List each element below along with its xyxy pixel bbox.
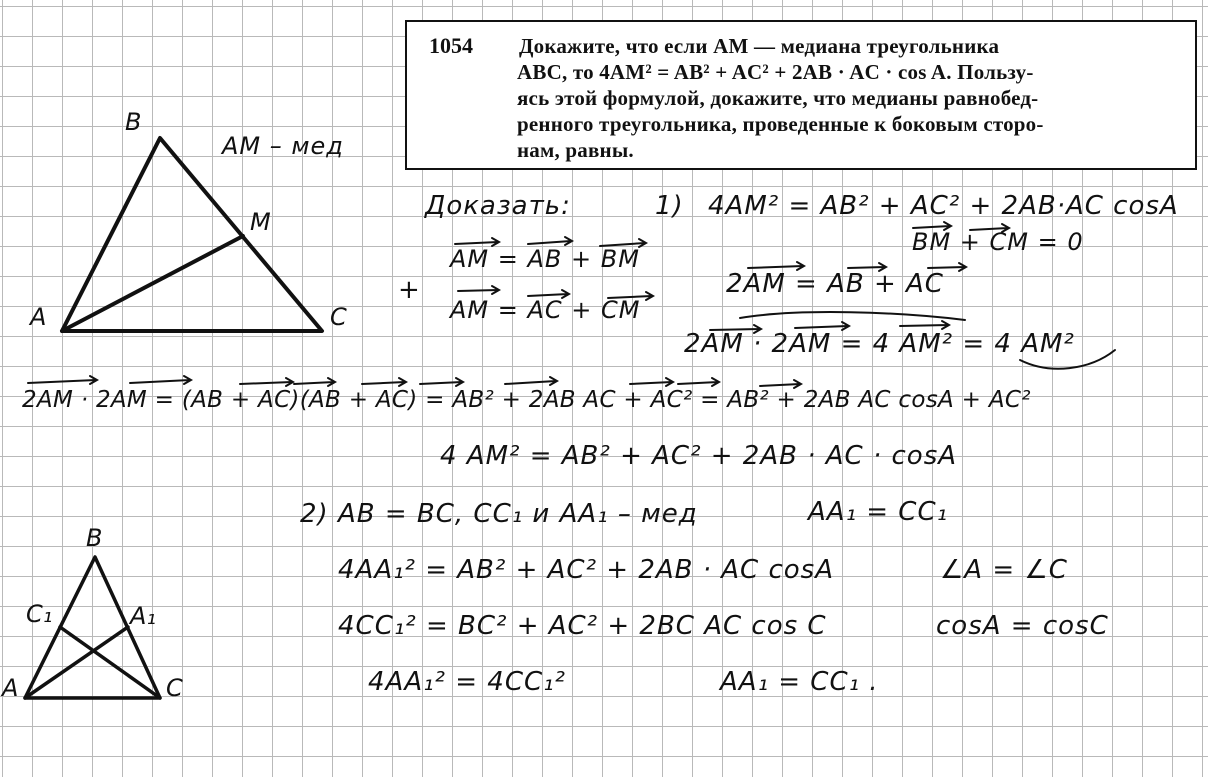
- median-note: AM – мед: [222, 132, 344, 160]
- vector-equation-2: AM = AC + CM: [450, 296, 641, 324]
- equation-aa1: 4AA₁² = AB² + AC² + 2AB · AC cosA: [338, 555, 835, 585]
- part1-label: 1): [655, 191, 684, 221]
- part2-goal: AA₁ = CC₁: [808, 497, 949, 527]
- goal-formula: 4AM² = AB² + AC² + 2AB·AC cosA: [708, 191, 1179, 221]
- vertex-label-b2: B: [86, 524, 103, 552]
- part2-given: 2) AB = BC, CC₁ и AA₁ – мед: [300, 499, 698, 529]
- problem-line-2: ABC, то 4AM² = AB² + AC² + 2AB · AC · cos A. Пользу-: [517, 60, 1034, 84]
- median-am: [62, 236, 243, 331]
- problem-line-1: Докажите, что если AM — медиана треугольника: [519, 34, 1000, 58]
- triangle-abc: [62, 138, 322, 331]
- vertex-label-c: C: [330, 303, 347, 331]
- vertex-label-a2: A: [2, 674, 19, 702]
- plus-sign: +: [398, 275, 421, 305]
- equal-cosines: cosA = cosC: [936, 611, 1109, 641]
- expansion-line: 2AM · 2AM = (AB + AC)(AB + AC) = AB² + 2AB AC + AC² = AB² + 2AB AC cosA + AC²: [22, 387, 1031, 413]
- result-formula: 4 AM² = AB² + AC² + 2AB · AC · cosA: [440, 441, 958, 471]
- problem-line-4: ренного треугольника, проведенные к боковым сторо-: [517, 112, 1044, 136]
- prove-label: Доказать:: [425, 191, 571, 221]
- triangle-abc-figure: [62, 138, 322, 331]
- vertex-label-b: B: [125, 108, 142, 136]
- problem-line-3: ясь этой формулой, докажите, что медианы равнобед-: [517, 86, 1039, 110]
- median-square: 2AM · 2AM = 4 AM² = 4 AM²: [684, 329, 1075, 359]
- equation-final: 4AA₁² = 4CC₁²: [368, 667, 566, 697]
- double-median-vector: 2AM = AB + AC: [726, 269, 944, 299]
- vertex-label-m: M: [250, 208, 271, 236]
- vector-equation-1: AM = AB + BM: [450, 245, 640, 273]
- vertex-label-c2: C: [166, 674, 183, 702]
- vertex-label-a1: A₁: [130, 602, 157, 630]
- zero-sum-vectors: BM + CM = 0: [912, 228, 1084, 256]
- vertex-label-c1: C₁: [26, 600, 53, 628]
- problem-number: 1054: [429, 33, 473, 58]
- vertex-label-a: A: [30, 303, 47, 331]
- conclusion: AA₁ = CC₁ .: [720, 667, 879, 697]
- problem-line-5: нам, равны.: [517, 138, 634, 162]
- equal-angles: ∠A = ∠C: [940, 555, 1068, 585]
- equation-cc1: 4CC₁² = BC² + AC² + 2BC AC cos C: [338, 611, 827, 641]
